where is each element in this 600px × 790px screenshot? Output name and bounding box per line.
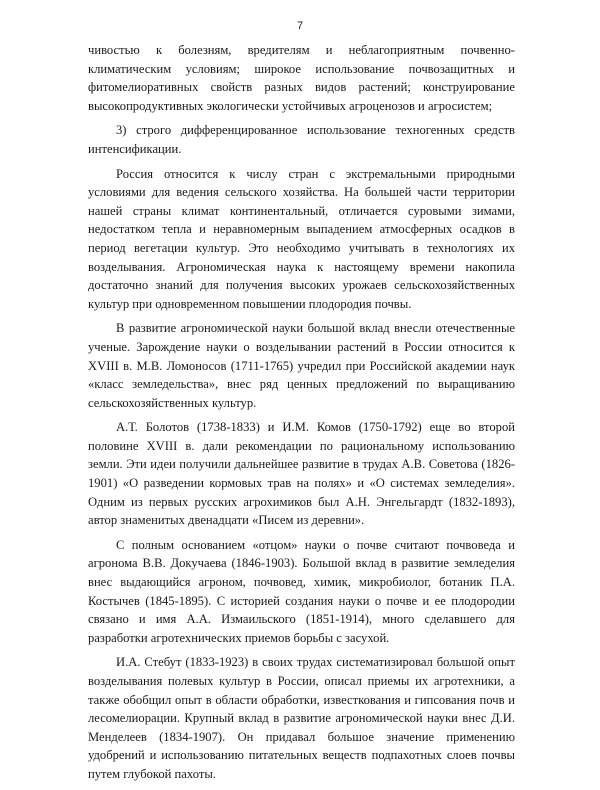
paragraph-lomonosov: В развитие агрономической науки большой вклад внесли отечественные ученые. Зарождение науки о возделывании растений в России относится к XVIII в. М.В. Ломоносов (1711-1765) учредил при Российской академии наук «класс земледельства», внес ряд ценных предложений по выращиванию сельскохозяйственных культур. [88,321,515,410]
paragraph-bolotov-komov: А.Т. Болотов (1738-1833) и И.М. Комов (1750-1792) еще во второй половине XVIII в. дали рекомендации по рациональному использованию земли. Эти идеи получили дальнейшее развитие в трудах А.В. Советова (1826-1901) «О разведении кормовых трав на полях» и «О системах земледелия». Одним из первых русских агрохимиков был А.Н. Энгельгардт (1832-1893), автор знаменитых двенадцати «Писем из деревни». [88,420,515,528]
body-text [88,41,515,790]
paragraph-continued: чивостью к болезням, вредителям и неблагоприятным почвенно-климатическим условиям; широкое использование почвозащитных и фитомелиоративных свойств разных видов растений; конструирование высокопродуктивных экологически устойчивых агроценозов и агросистем; [88,43,515,113]
paragraph-stebut: И.А. Стебут (1833-1923) в своих трудах систематизировал большой опыт возделывания полевых культур в России, описал приемы их агротехники, а также обобщил опыт в области обработки, известкования и гипсования почв и лесомелиорации. Крупный вклад в развитие агрономической науки внес Д.И. Менделеев (1834-1907). Он придавал большое значение применению удобрений и использованию питательных веществ подпахотных слоев почвы путем глубокой пахоты. [88,655,515,781]
page-number: 7 [296,20,304,32]
paragraph-list-item-3: 3) строго дифференцированное использование техногенных средств интенсификации. [88,123,515,156]
paragraph-dokuchaev: С полным основанием «отцом» науки о почве считают почвоведа и агронома В.В. Докучаева (1846-1903). Большой вклад в развитие земледелия внес выдающийся агроном, почвовед, химик, микробиолог, ботаник П.А. Костычев (1845-1895). С историей создания науки о почве и ее плодородии связано и имя А.А. Измаильского (1851-1914), много сделавшего для разработки агротехнических приемов борьбы с засухой. [88,537,515,645]
paragraph-russia-climate: Россия относится к числу стран с экстремальными природными условиями для ведения сельского хозяйства. На большей части территории нашей страны климат континентальный, отличается суровыми зимами, недостатком тепла и неравномерным выпадением атмосферных осадков в период вегетации культур. Это необходимо учитывать в технологиях их возделывания. Агрономическая наука к настоящему времени накопила достаточно знаний для получения высоких урожаев сельскохозяйственных культур при одновременном повышении плодородия почвы. [88,166,515,311]
